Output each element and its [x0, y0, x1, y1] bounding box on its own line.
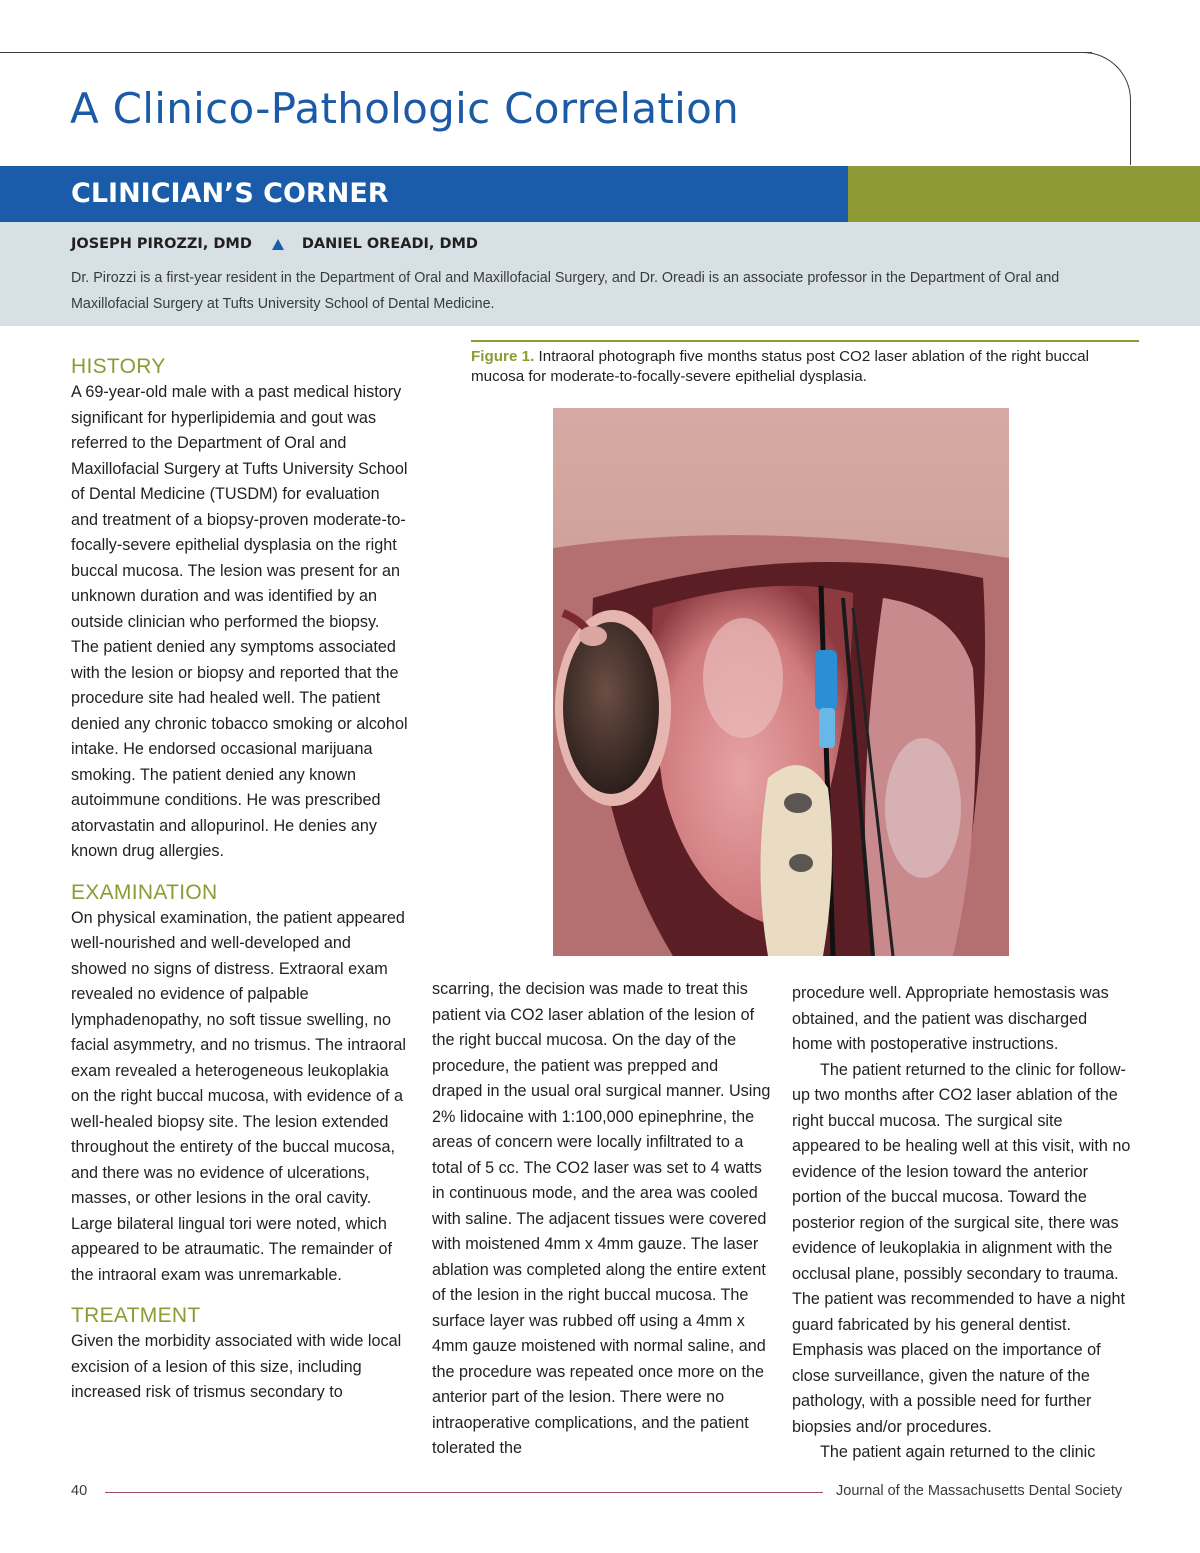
page-frame-top-rule — [0, 52, 1092, 53]
author-affiliation: Dr. Pirozzi is a first-year resident in the Department of Oral and Maxillofacial Surgery, and Dr. Oreadi is an associate professor in the Department of Oral and Maxillofacial Surgery at Tufts University School of Dental Medicine. — [71, 270, 1060, 312]
examination-heading: EXAMINATION — [71, 880, 218, 904]
treatment-text: Given the morbidity associated with wide local excision of a lesion of this size, including increased risk of trismus secondary to — [71, 1332, 402, 1401]
author-line — [71, 236, 478, 252]
intraoral-photograph — [553, 408, 1009, 956]
column-3 — [792, 981, 1132, 1466]
author-name: DANIEL OREADI, DMD — [301, 236, 478, 252]
page-frame-corner — [1080, 52, 1131, 165]
column-2 — [432, 977, 772, 1462]
journal-name: Journal of the Massachusetts Dental Society — [836, 1483, 1123, 1499]
section-label: CLINICIAN’S CORNER — [71, 178, 389, 209]
intraoral-photograph-drawing — [553, 408, 1009, 956]
follow-up-paragraph: The patient returned to the clinic for follow-up two months after CO2 laser ablation of the right buccal mucosa. The surgical site appeared to be healing well at this visit, with no evidence of the lesion toward the anterior portion of the buccal mucosa. Toward the posterior region of the surgical site, there was evidence of leukoplakia in alignment with the occlusal plane, possibly secondary to trauma. The patient was recommended to have a night guard fabricated by his general dentist. Emphasis was placed on the importance of close surveillance, given the nature of the pathology, with a possible need for further biopsies and/or procedures. — [792, 1060, 1131, 1436]
footer-rule — [105, 1492, 823, 1493]
treatment-text-continued: scarring, the decision was made to treat this patient via CO2 laser ablation of the lesion of the right buccal mucosa. On the day of the procedure, the patient was prepped and draped in the usual oral surgical manner. Using 2% lidocaine with 1:100,000 epinephrine, the areas of concern were locally infiltrated to a total of 5 cc. The CO2 laser was set to 4 watts in continuous mode, and the area was cooled with saline. The adjacent tissues were covered with moistened 4mm x 4mm gauze. The laser ablation was completed along the entire extent of the lesion in the right buccal mucosa. The surface layer was rubbed off using a 4mm x 4mm gauze moistened with normal saline, and the procedure was repeated once more on the anterior part of the lesion. There were no intraoperative complications, and the patient tolerated the — [432, 980, 771, 1457]
history-heading: HISTORY — [71, 355, 166, 378]
examination-text: On physical examination, the patient appeared well-nourished and well-developed and showed no signs of distress. Extraoral exam revealed no evidence of palpable lymphadenopathy, no soft tissue swelling, no facial asymmetry, and no trismus. The intraoral exam revealed a heterogeneous leukoplakia on the right buccal mucosa, with evidence of a well-healed biopsy site. The lesion extended throughout the entirety of the buccal mucosa, and there was no evidence of ulcerations, masses, or other lesions in the oral cavity. Large bilateral lingual tori were noted, which appeared to be atraumatic. The remainder of the intraoral exam was unremarkable. — [71, 908, 406, 1284]
figure-caption-text: Intraoral photograph five months status post CO2 laser ablation of the right buccal mucosa for moderate-to-focally-severe epithelial dysplasia. — [471, 348, 1089, 385]
figure-rule — [471, 340, 1139, 342]
page-number: 40 — [71, 1483, 88, 1499]
page-title: A Clinico-Pathologic Correlation — [70, 84, 740, 133]
treatment-text-continued: procedure well. Appropriate hemostasis was obtained, and the patient was discharged home with postoperative instructions. — [792, 984, 1109, 1053]
return-paragraph: The patient again returned to the clinic — [820, 1443, 1096, 1461]
section-banner-accent — [848, 166, 1200, 222]
figure-caption — [471, 347, 1131, 387]
history-text: A 69-year-old male with a past medical history significant for hyperlipidemia and gout was referred to the Department of Oral and Maxillofacial Surgery at Tufts University School of Dental Medicine (TUSDM) for evaluation and treatment of a biopsy-proven moderate-to-focally-severe epithelial dysplasia on the right buccal mucosa. The lesion was present for an unknown duration and was identified by an outside clinician who performed the biopsy. The patient denied any symptoms associated with the lesion or biopsy and reported that the procedure site had healed well. The patient denied any chronic tobacco smoking or alcohol intake. He endorsed occasional marijuana smoking. The patient denied any known autoimmune conditions. He was prescribed atorvastatin and allopurinol. He denies any known drug allergies. — [71, 383, 408, 860]
figure-label: Figure 1. — [471, 348, 535, 365]
triangle-separator-icon — [272, 239, 284, 250]
treatment-heading: TREATMENT — [71, 1304, 201, 1327]
author-name: JOSEPH PIROZZI, DMD — [71, 236, 252, 252]
column-1 — [71, 353, 409, 1406]
